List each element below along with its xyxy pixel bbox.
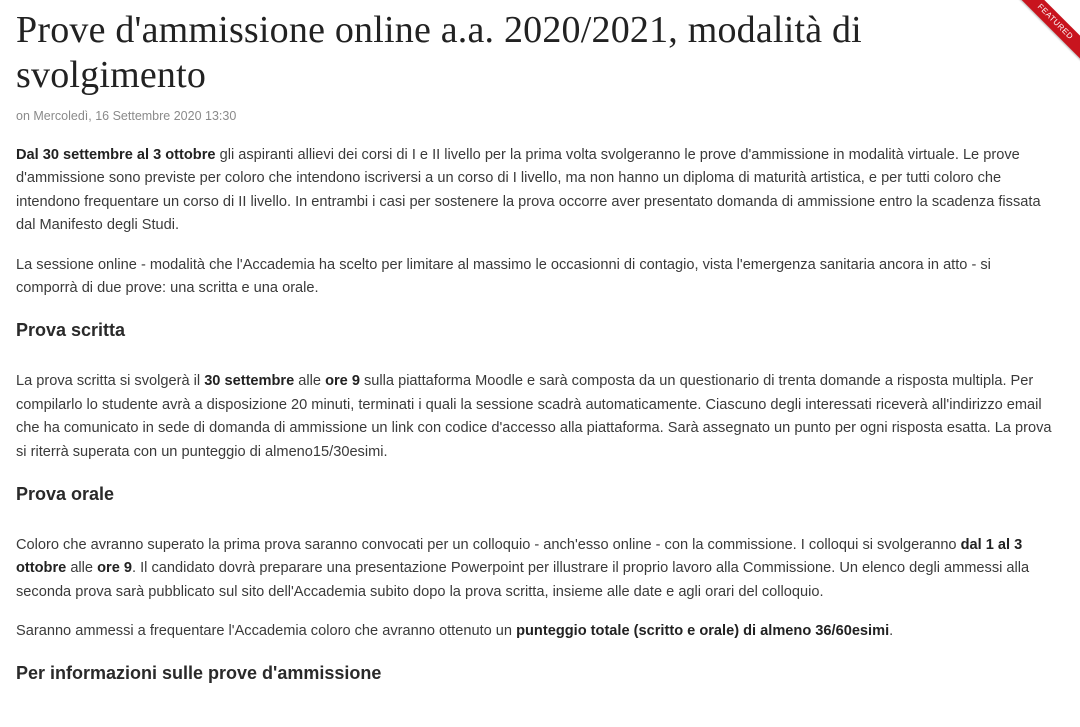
bold-text: punteggio totale (scritto e orale) di almeno 36/60esimi bbox=[516, 623, 890, 640]
text: La prova scritta si svolgerà il bbox=[16, 373, 205, 390]
bold-text: ore 9 bbox=[325, 373, 360, 390]
paragraph-intro bbox=[16, 144, 1056, 238]
article-title: Prove d'ammissione online a.a. 2020/2021, modalità di svolgimento bbox=[16, 9, 862, 96]
paragraph-ammessi bbox=[16, 620, 1056, 643]
text: alle bbox=[294, 373, 326, 390]
featured-ribbon-label: FEATURED bbox=[1010, 0, 1080, 67]
article bbox=[16, 0, 1056, 685]
heading-prova-orale: Prova orale bbox=[16, 484, 115, 505]
heading-informazioni: Per informazioni sulle prove d'ammissione bbox=[16, 662, 382, 683]
bold-text: dal 1 al 3 ottobre bbox=[16, 537, 1023, 577]
paragraph-prova-scritta bbox=[16, 370, 1056, 464]
paragraph-session: La sessione online - modalità che l'Accademia ha scelto per limitare al massimo le occasionni di contagio, vista l'emergenza sanitaria ancora in atto - si comporrà di due prove: una scritta e una orale. bbox=[16, 256, 991, 297]
text: Saranno ammessi a frequentare l'Accademia coloro che avranno ottenuto un bbox=[16, 623, 517, 640]
text: Coloro che avranno superato la prima prova saranno convocati per un colloquio - anch'esso online - con la commissione. I colloqui si svolgeranno bbox=[16, 537, 961, 554]
paragraph-prova-orale bbox=[16, 534, 1056, 604]
text: gli aspiranti allievi dei corsi di I e II livello per la prima volta svolgeranno le prove d'ammissione in modalità virtuale. Le prove d'ammissione sono previste per coloro che intendono iscriversi a un corso di I livello, ma non hanno un diploma di maturità artistica, e per tutti coloro che intendono frequentare un corso di II livello. In entrambi i casi per sostenere la prova occorre aver presentato domanda di ammissione entro la scadenza fissata dal Manifesto degli Studi. bbox=[16, 147, 1041, 234]
text: . bbox=[889, 623, 894, 640]
text: sulla piattaforma Moodle e sarà composta da un questionario di trenta domande a risposta multipla. Per compilarlo lo studente avrà a disposizione 20 minuti, terminati i quali la sessione scadrà automaticamente. Ciascuno degli interessati riceverà all'indirizzo email che ha comunicato in sede di domanda di ammissione un link con codice d'accesso alla piattaforma. Sarà assegnato un punto per ogni risposta esatta. La prova si riterrà superata con un punteggio di almeno15/30esimi. bbox=[16, 373, 1052, 460]
text: . Il candidato dovrà preparare una presentazione Powerpoint per illustrare il proprio lavoro alla Commissione. Un elenco degli ammessi alla seconda prova sarà pubblicato sul sito dell'Accademia subito dopo la prova scritta, insieme alle date e agli orari del colloquio. bbox=[16, 560, 1030, 600]
heading-prova-scritta: Prova scritta bbox=[16, 320, 126, 341]
bold-text: Dal 30 settembre al 3 ottobre bbox=[16, 147, 216, 163]
bold-text: ore 9 bbox=[97, 560, 132, 577]
text: alle bbox=[66, 560, 98, 577]
article-date: on Mercoledì, 16 Settembre 2020 13:30 bbox=[16, 109, 237, 123]
bold-text: 30 settembre bbox=[204, 373, 295, 390]
